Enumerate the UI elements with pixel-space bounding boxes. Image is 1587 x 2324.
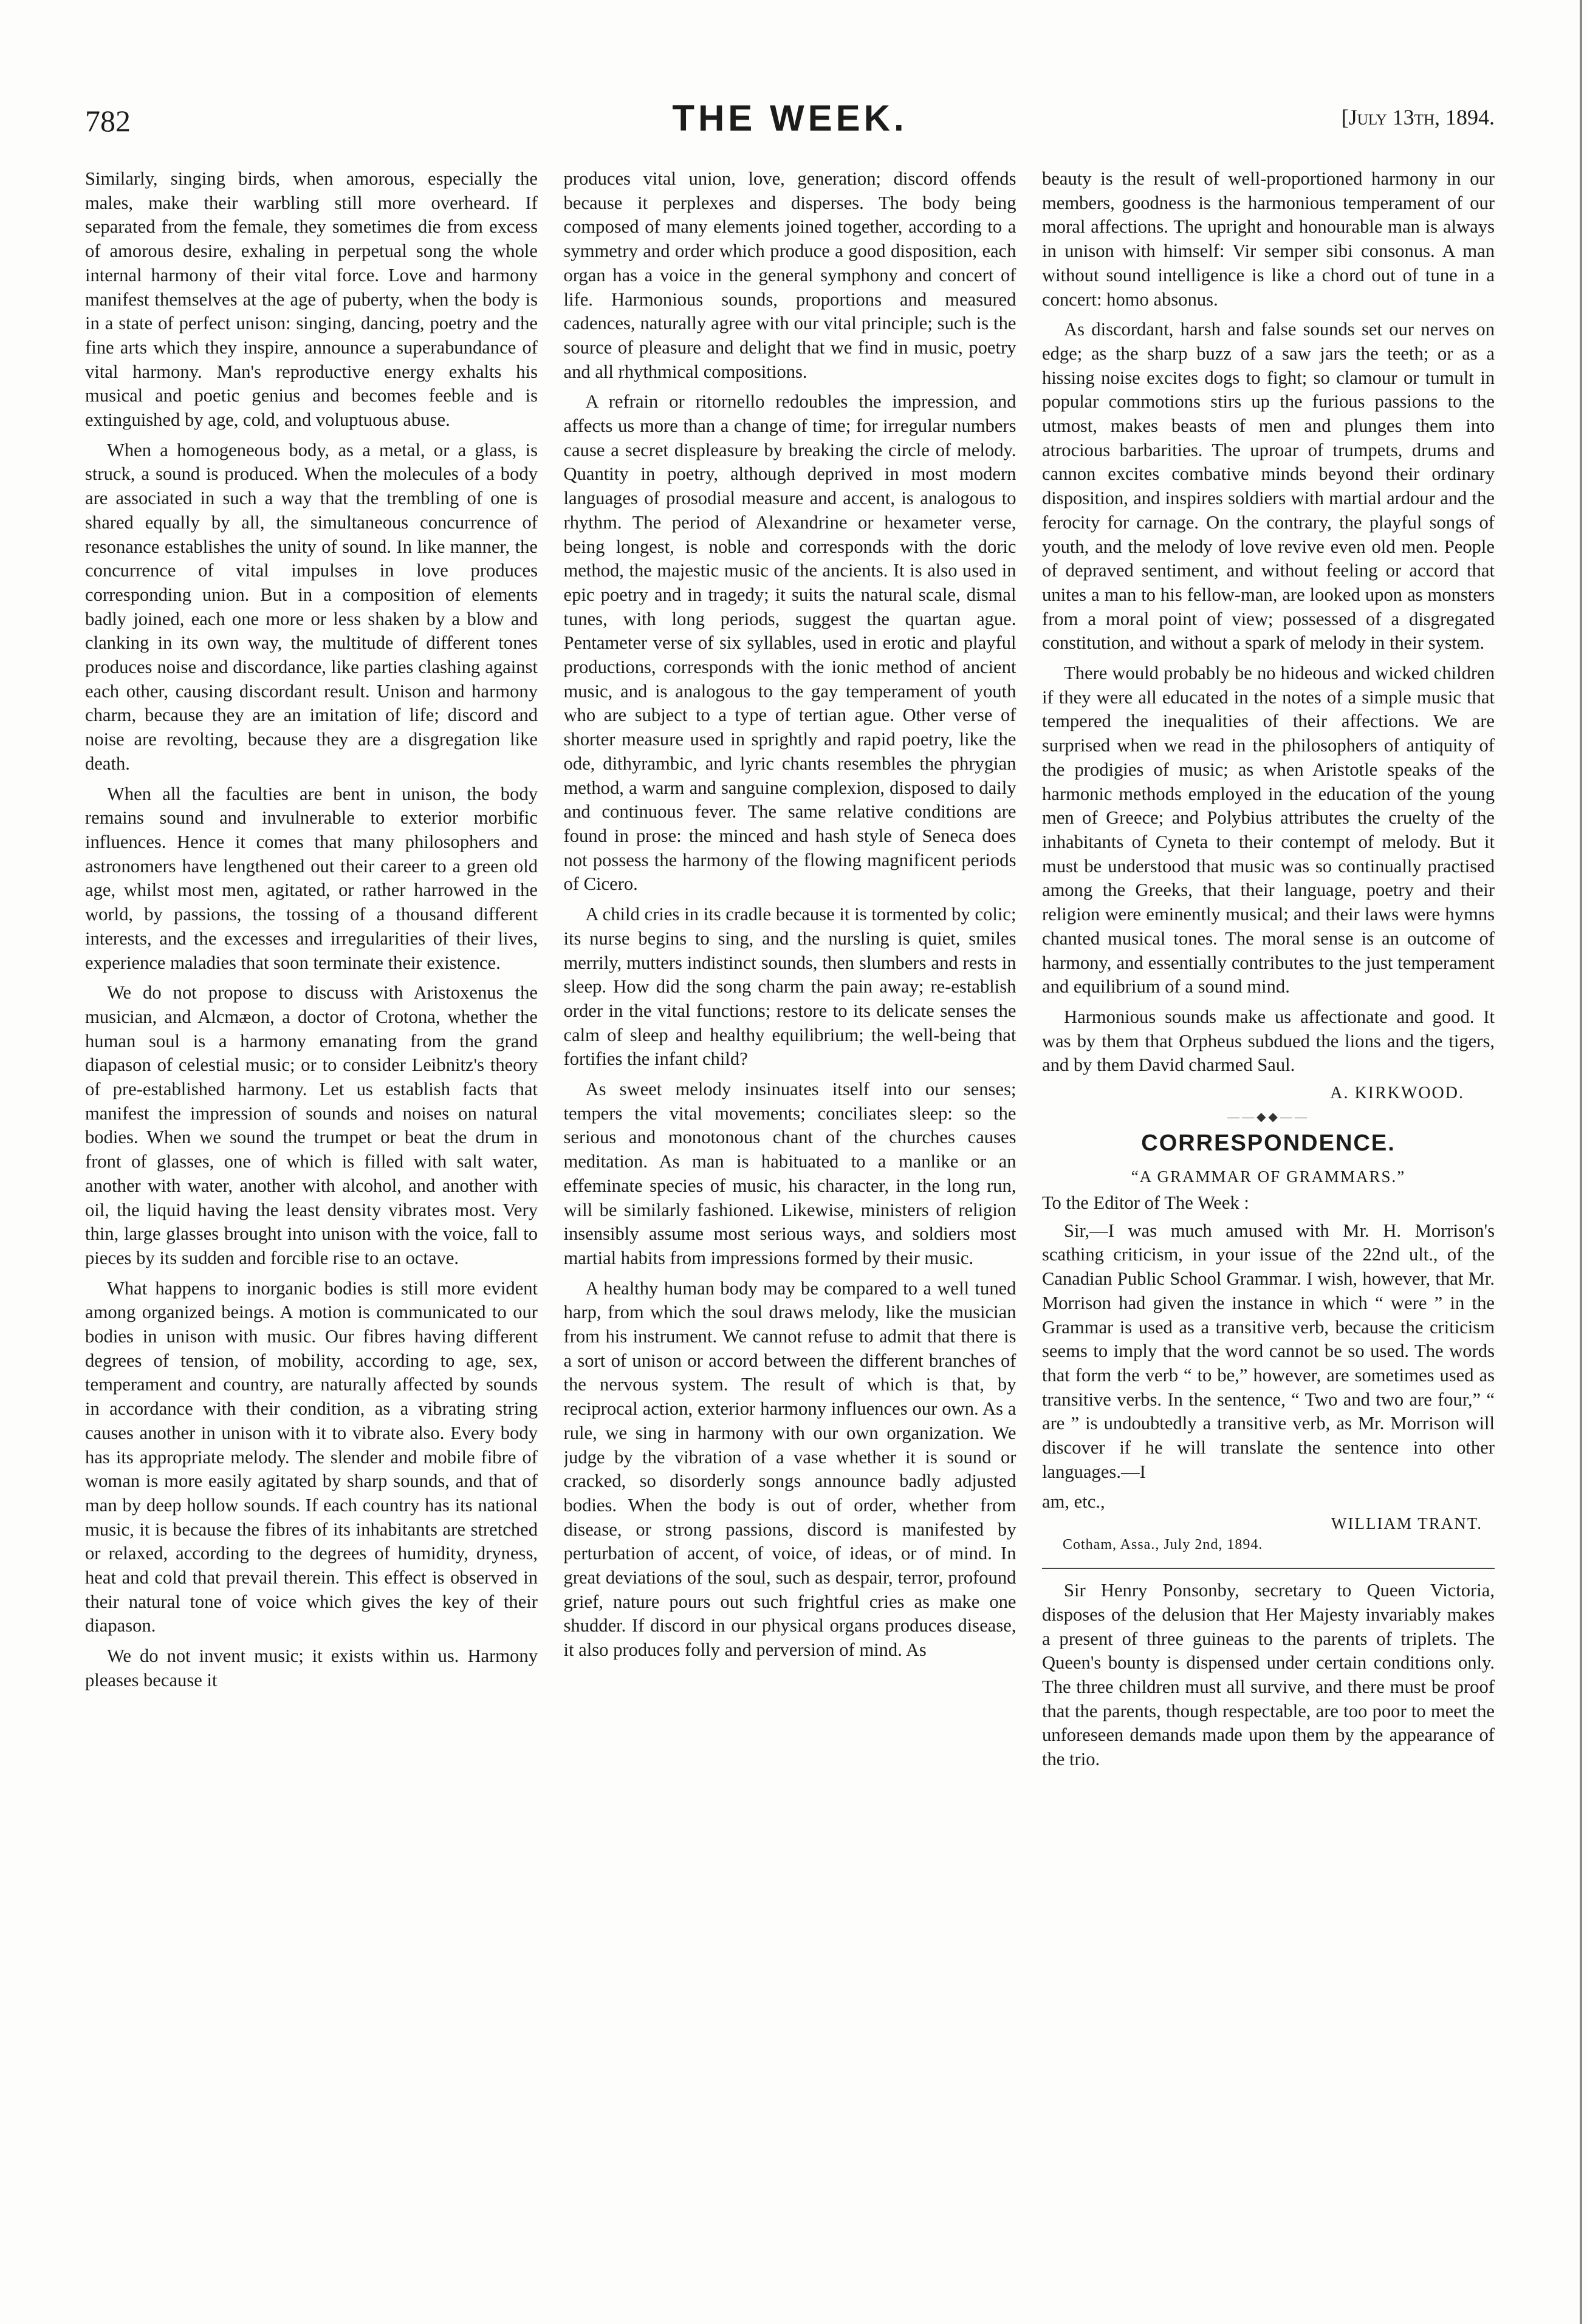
page-number: 782	[85, 104, 131, 138]
letter-signature: WILLIAM TRANT.	[1331, 1514, 1482, 1533]
paragraph: A healthy human body may be compared to a well tuned harp, from which the soul draws melody, like the musician from his instrument. We cannot refuse to admit that there is a sort of unison or accord between the different branches of the nervous system. The result of which is that, by reciprocal action, exterior harmony influences our own. As a rule, we sing in harmony with our own organization. We judge by the vibration of a vase whether it is sound or cracked, so disorderly songs announce badly adjusted bodies. When the body is out of order, whether from disease, or strong passions, discord is manifested by perturbation of accent, of voice, of ideas, or of mind. In great deviations of the soul, such as despair, terror, profound grief, nature pours out such frightful cries as make one shudder. If discord in our physical organs produces disease, it also produces folly and perversion of mind. As	[563, 1277, 1016, 1661]
paragraph: A child cries in its cradle because it is tormented by colic; its nurse begins to sing, and the nursling is quiet, smiles merrily, mutters indistinct sounds, then slumbers and rests in sleep. How did the song charm the pain away; re-establish order in the vital functions; restore to its delicate senses the calm of sleep and healthy equilibrium; the well-being that fortifies the infant child?	[563, 904, 1016, 1070]
paragraph: As discordant, harsh and false sounds set our nerves on edge; as the sharp buzz of a saw jars the teeth; or as a hissing noise excites dogs to fight; so clamour or tumult in popular commotions stirs up the furious passions to the utmost, makes beasts of men and plunges them into atrocious barbarities. The uproar of trumpets, drums and cannon excites combative minds beyond their ordinary disposition, and inspires soldiers with martial ardour and the ferocity for carnage. On the contrary, the playful songs of youth, and the melody of love revive even old men. People of depraved sentiment, and without feeling or accord that unites a man to his fellow-man, are looked upon as monsters from a moral point of view; possessed of a disgregated constitution, and without a spark of melody in their system.	[1042, 319, 1495, 654]
ornamental-rule: ——◆◆——	[1227, 1110, 1309, 1124]
paragraph: As sweet melody insinuates itself into our senses; tempers the vital movements; conciliates sleep: so the serious and monotonous chant of the churches causes meditation. As man is habituated to a manlike or an effeminate species of music, his character, in the long run, will be similarly fashioned. Likewise, ministers of religion insensibly assume most serious ways, and soldiers most martial habits from impressions formed by their music.	[563, 1079, 1016, 1268]
correspondence-heading: CORRESPONDENCE.	[1141, 1130, 1396, 1157]
paragraph: Similarly, singing birds, when amorous, especially the males, make their warbling still more overheard. If separated from the female, they sometimes die from excess of amorous desire, exhaling in perpetual song the whole internal harmony of their vital force. Love and harmony manifest themselves at the age of puberty, when the body is in a state of perfect unison: singing, dancing, poetry and the fine arts which they inspire, announce a superabundance of vital harmony. Man's reproductive energy exhalts his musical and poetic genius and becomes feeble and is extinguished by age, cold, and voluptuous abuse.	[85, 168, 538, 431]
article-columns	[85, 167, 1495, 2281]
issue-date: [July 13th, 1894.	[1341, 105, 1495, 129]
paragraph: We do not invent music; it exists within us. Harmony pleases because it	[85, 1646, 538, 1690]
page-edge-line	[1580, 0, 1582, 2324]
paragraph: We do not propose to discuss with Aristoxenus the musician, and Alcmæon, a doctor of Crotona, whether the human soul is a harmony emanating from the grand diapason of celestial music; or to consider Leibnitz's theory of pre-established harmony. Let us establish facts that manifest the impression of sounds and noises on natural bodies. When we sound the trumpet or beat the drum in front of glasses, one of which is filled with salt water, another with water, another with alcohol, and another with oil, the liquid having the least density vibrates most. Very thin, large glasses brought into unison with the voice, fall to pieces by its sudden and forcible rise to an octave.	[85, 982, 538, 1268]
column-middle	[564, 167, 1016, 2281]
column-left	[85, 167, 538, 2281]
letter-body: Sir,—I was much amused with Mr. H. Morrison's scathing criticism, in your issue of the 22nd ult., of the Canadian Public School Grammar. I wish, however, that Mr. Morrison had given the instance in which “ were ” in the Grammar is used as a transitive verb, because the criticism seems to imply that the word cannot be so used. The words that form the verb “ to be,” however, are sometimes used as transitive verbs. In the sentence, “ Two and two are four,” “ are ” is undoubtedly a transitive verb, as Mr. Morrison will discover if he will translate the sentence into other languages.—I	[1042, 1220, 1495, 1482]
news-item: Sir Henry Ponsonby, secretary to Queen Victoria, disposes of the delusion that Her Majesty invariably makes a present of three guineas to the parents of triplets. The Queen's bounty is dispensed under certain conditions only. The three children must all survive, and there must be proof that the parents, though respectable, are too poor to meet the unforeseen demands made upon them by the appearance of the trio.	[1042, 1580, 1495, 1770]
letter-salutation: To the Editor of The Week :	[1042, 1192, 1249, 1214]
paragraph: What happens to inorganic bodies is still more evident among organized beings. A motion is communicated to our bodies in unison with music. Our fibres having different degrees of tension, of mobility, according to age, sex, temperament and country, are naturally affected by sounds in accordance with their condition, as a vibrating string causes another in unison with it to vibrate also. Every body has its appropriate melody. The slender and mobile fibre of woman is more easily agitated by sharp sounds, and that of man by deep hollow sounds. If each country has its national music, it is because the fibres of its inhabitants are stretched or relaxed, according to the degrees of humidity, dryness, heat and cold that prevail therein. This effect is observed in their natural tone of voice which gives the key of their diapason.	[85, 1277, 538, 1636]
paragraph: A refrain or ritornello redoubles the impression, and affects us more than a change of time; for irregular numbers cause a secret displeasure by breaking the circle of melody. Quantity in poetry, although deprived in most modern languages of prosodial measure and accent, is analogous to rhythm. The period of Alexandrine or hexameter verse, being longest, is noble and corresponds with the doric method, the majestic music of the ancients. It is also used in epic poetry and in tragedy; it suits the natural scale, dismal tunes, with long periods, suggest the quartan ague. Pentameter verse of six syllables, used in erotic and playful productions, corresponds with the ionic method of ancient music, and is analogous to the gay temperament of youth who are subject to a type of tertian ague. Other verse of shorter measure used in sprightly and rapid poetry, like the ode, dithyrambic, and lyric chants resembles the phrygian method, a warm and sanguine complexion, disposed to daily and continuous fever. The same relative conditions are found in prose: the minced and hash style of Seneca does not possess the harmony of the flowing magnificent periods of Cicero.	[563, 391, 1016, 895]
paragraph: When all the faculties are bent in unison, the body remains sound and invulnerable to exterior morbific influences. Hence it comes that many philosophers and astronomers have lengthened out their career to a green old age, whilst most men, agitated, or rather harrowed in the world, by passions, the tossing of a thousand different interests, and the excesses and irregularities of their lives, experience maladies that soon terminate their existence.	[85, 783, 538, 973]
paragraph: Harmonious sounds make us affectionate and good. It was by them that Orpheus subdued the lions and the tigers, and by them David charmed Saul.	[1042, 1006, 1495, 1076]
article-signature: A. KIRKWOOD.	[1330, 1084, 1464, 1103]
page-header	[85, 97, 1495, 152]
letter-closing: am, etc.,	[1042, 1491, 1105, 1512]
paragraph: beauty is the result of well-proportioned harmony in our members, goodness is the harmonious temperament of our moral affections. The upright and honourable man is always in unison with himself: Vir semper sibi consonus. A man without sound intelligence is like a chord out of tune in a concert: homo absonus.	[1042, 168, 1495, 310]
publication-title: THE WEEK.	[672, 98, 908, 138]
letter-title: “A GRAMMAR OF GRAMMARS.”	[1131, 1167, 1406, 1186]
paragraph: produces vital union, love, generation; discord offends because it perplexes and disperses. The body being composed of many elements joined together, according to a symmetry and order which produce a good disposition, each organ has a voice in the general symphony and concert of life. Harmonious sounds, proportions and measured cadences, naturally agree with our vital principle; such is the source of pleasure and delight that we find in music, poetry and all rhythmical compositions.	[563, 168, 1016, 382]
paragraph: There would probably be no hideous and wicked children if they were all educated in the notes of a simple music that tempered the inequalities of their affections. We are surprised when we read in the philosophers of antiquity of the prodigies of music; as when Aristotle speaks of the harmonic methods employed in the education of the young men of Greece; and Polybius attributes the cruelty of the inhabitants of Cyneta to their contempt of melody. But it must be understood that music was so continually practised among the Greeks, that their language, poetry and their religion were eminently musical; and their laws were hymns chanted musical tones. The moral sense is an outcome of harmony, and essentially contributes to the just temperament and equilibrium of a sound mind.	[1042, 663, 1495, 997]
section-divider	[1042, 1568, 1495, 1569]
paragraph: When a homogeneous body, as a metal, or a glass, is struck, a sound is produced. When the molecules of a body are associated in such a way that the trembling of one is shared equally by all, the simultaneous concurrence of resonance establishes the unity of sound. In like manner, the concurrence of vital impulses in love produces corresponding union. But in a composition of elements badly joined, each one more or less shaken by a blow and clanking in its own way, the multitude of different tones produces noise and discordance, like parties clashing against each other, causing discordant result. Unison and harmony charm, because they are an imitation of life; discord and noise are revolting, because they are a disgregation like death.	[85, 439, 538, 774]
column-right	[1042, 167, 1495, 2281]
letter-place-date: Cotham, Assa., July 2nd, 1894.	[1063, 1537, 1263, 1553]
